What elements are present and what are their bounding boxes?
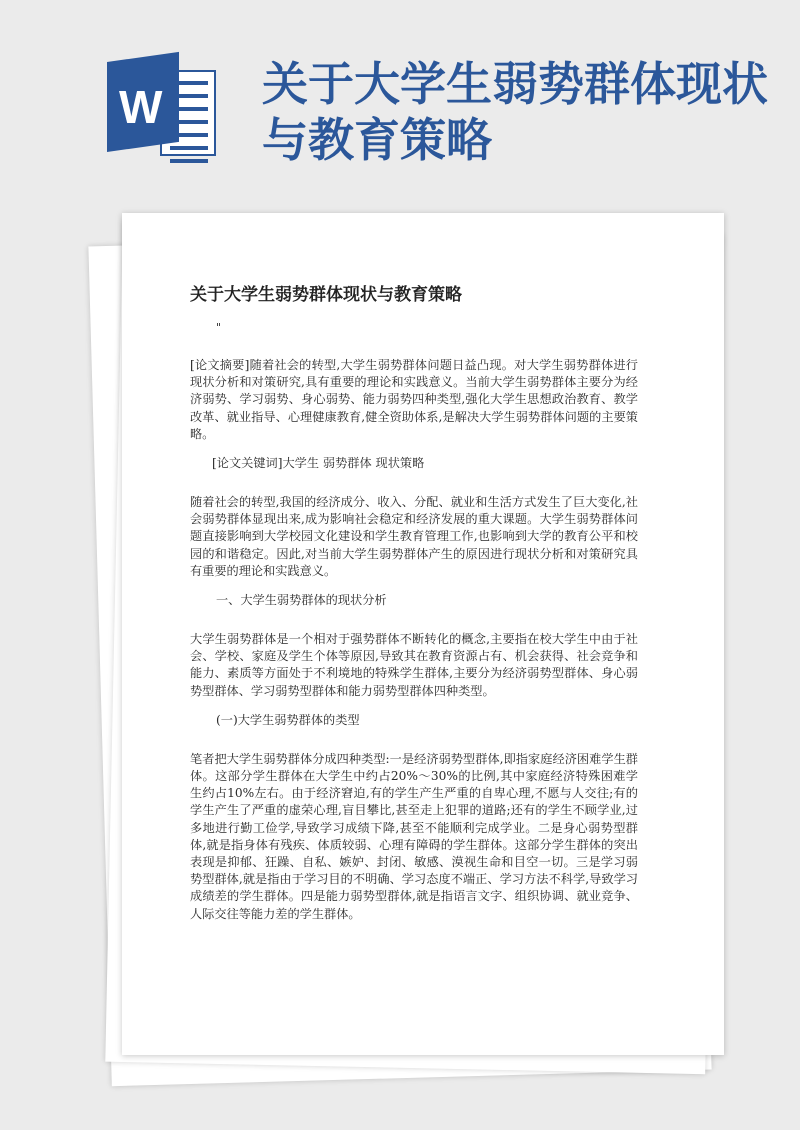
section-title: 一、大学生弱势群体的现状分析 xyxy=(216,593,387,608)
document-page xyxy=(122,213,724,1055)
abstract-paragraph: [论文摘要]随着社会的转型,大学生弱势群体问题日益凸现。对大学生弱势群体进行现状分析和对策研究,具有重要的理论和实践意义。当前大学生弱势群体主要分为经济弱势、学习弱势、身心弱势、能力弱势四种类型,强化大学生思想政治教育、教学改革、就业指导、心理健康教育,健全资助体系,是解决大学生弱势群体问题的主要策略。 xyxy=(190,358,638,441)
word-icon-letter: W xyxy=(119,81,163,133)
document-heading: 关于大学生弱势群体现状与教育策略 xyxy=(190,285,462,305)
banner-header xyxy=(0,0,800,200)
word-document-icon xyxy=(107,60,217,160)
section-paragraph: 大学生弱势群体是一个相对于强势群体不断转化的概念,主要指在校大学生中由于社会、学校、家庭及学生个体等原因,导致其在教育资源占有、机会获得、社会竞争和能力、素质等方面处于不利境地的特殊学生群体,主要分为经济弱势型群体、身心弱势型群体、学习弱势型群体和能力弱势型群体四种类型。 xyxy=(190,632,638,698)
banner-title: 关于大学生弱势群体现状与教育策略 xyxy=(262,57,768,167)
quote-mark: " xyxy=(216,321,222,334)
subsection-paragraph: 笔者把大学生弱势群体分成四种类型:一是经济弱势型群体,即指家庭经济困难学生群体。这部分学生群体在大学生中约占20%～30%的比例,其中家庭经济特殊困难学生约占10%左右。由于经济窘迫,有的学生产生严重的自卑心理,不愿与人交往;有的学生产生了严重的虚荣心理,盲目攀比,甚至走上犯罪的道路;还有的学生不顾学业,过多地进行勤工俭学,导致学习成绩下降,甚至不能顺利完成学业。二是身心弱势型群体,就是指身体有残疾、体质较弱、心理有障碍的学生群体。这部分学生群体的突出表现是抑郁、狂躁、自私、嫉妒、封闭、敏感、漠视生命和目空一切。三是学习弱势型群体,就是指由于学习目的不明确、学习态度不端正、学习方法不科学,导致学习成绩差的学生群体。四是能力弱势型群体,就是指语言文字、组织协调、就业竞争、人际交往等能力差的学生群体。 xyxy=(190,751,638,921)
subsection-title: (一)大学生弱势群体的类型 xyxy=(216,712,360,727)
intro-paragraph: 随着社会的转型,我国的经济成分、收入、分配、就业和生活方式发生了巨大变化,社会弱势群体显现出来,成为影响社会稳定和经济发展的重大课题。大学生弱势群体问题直接影响到大学校园文化建设和学生教育管理工作,也影响到大学的教育公平和校园的和谐稳定。因此,对当前大学生弱势群体产生的原因进行现状分析和对策研究具有重要的理论和实践意义。 xyxy=(190,495,638,578)
document-content xyxy=(190,283,638,923)
keywords-line: [论文关键词]大学生 弱势群体 现状策略 xyxy=(212,456,425,471)
